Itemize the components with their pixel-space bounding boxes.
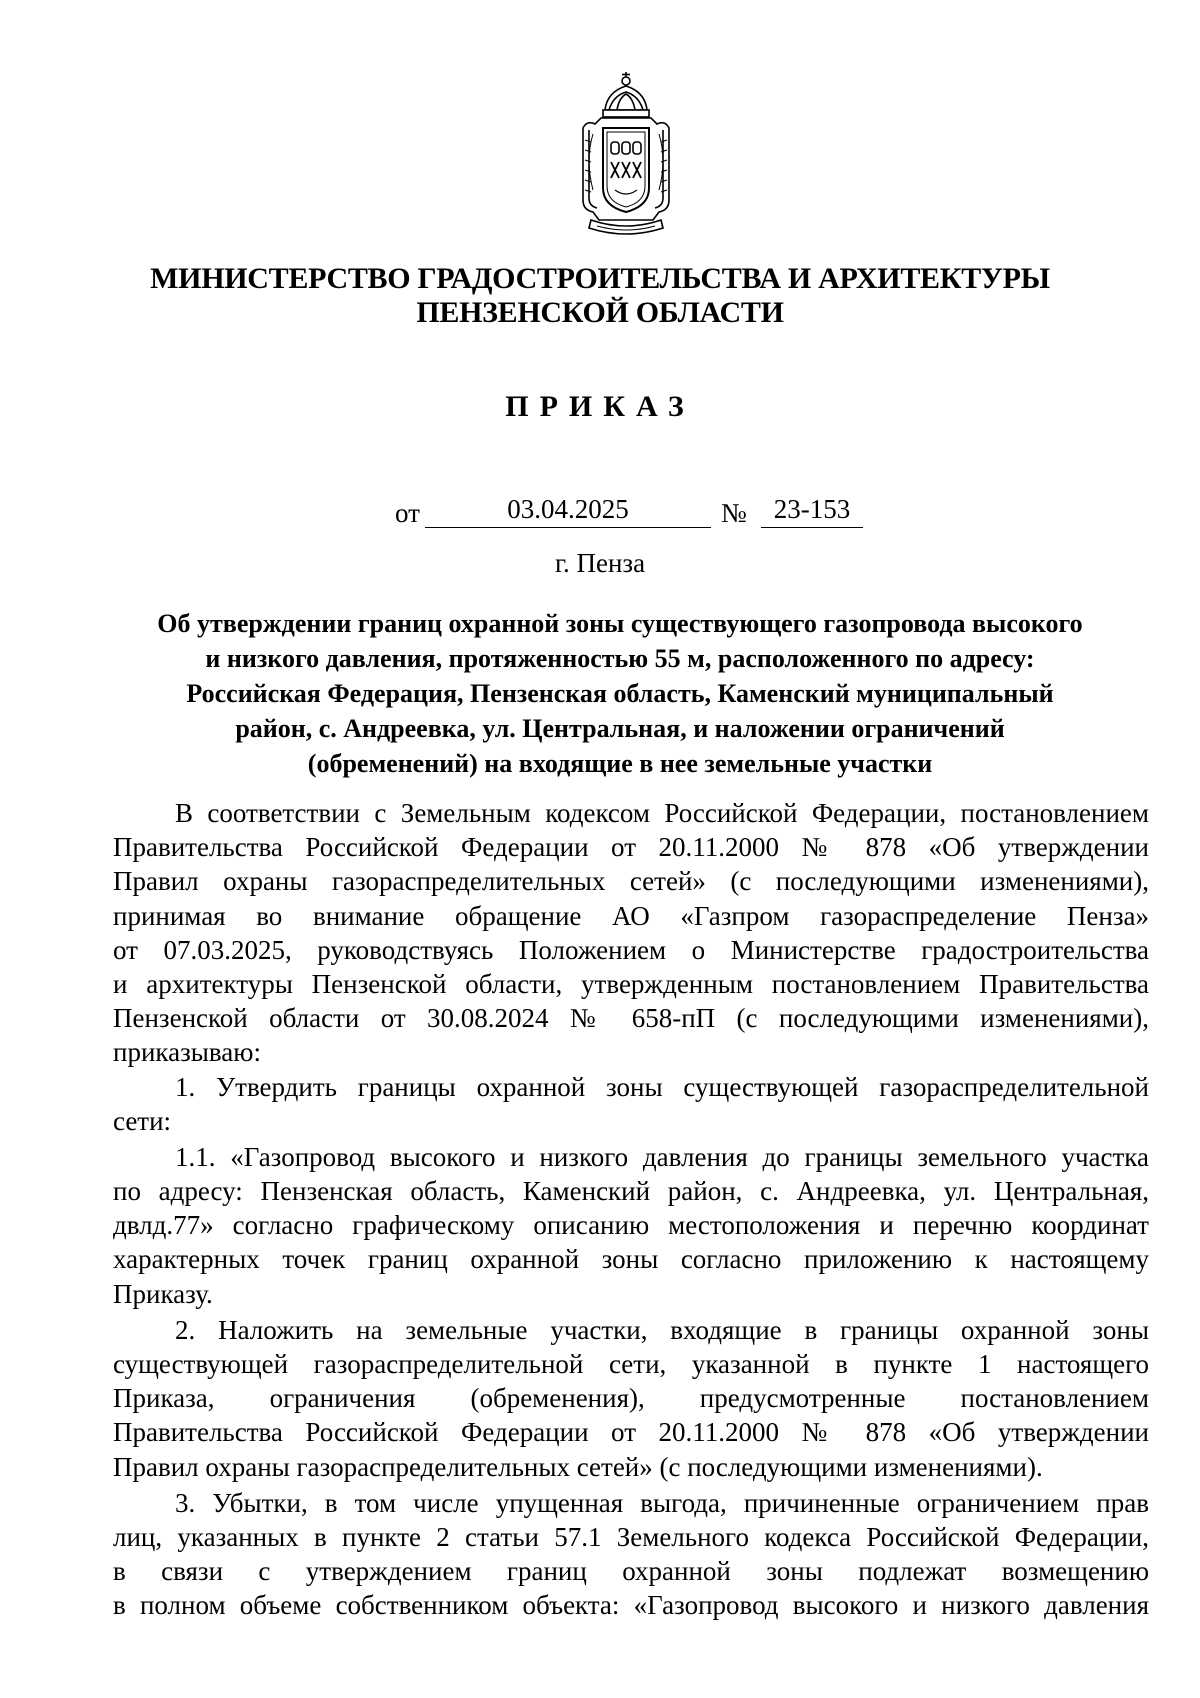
body-line: сети:	[113, 1105, 172, 1136]
coat-of-arms-icon	[571, 70, 681, 238]
order-number-field	[761, 496, 863, 528]
body-line: в связи с утверждением границ охранной зоны подлежат возмещению	[113, 1556, 1149, 1587]
order-date-field	[425, 496, 711, 528]
body-line: принимая во внимание обращение АО «Газпром газораспределение Пенза»	[113, 900, 1149, 931]
subject-line: район, с. Андреевка, ул. Центральная, и наложении ограничений	[235, 714, 1005, 743]
body-line: Пензенской области от 30.08.2024 № 658-пП (с последующими изменениями),	[113, 1003, 1149, 1034]
body-line: 2. Наложить на земельные участки, входящие в границы охранной зоны	[175, 1314, 1149, 1345]
ministry-name-line-2: ПЕНЗЕНСКОЙ ОБЛАСТИ	[416, 296, 784, 329]
body-line: 1.1. «Газопровод высокого и низкого давления до границы земельного участка	[175, 1141, 1149, 1172]
body-line: двлд.77» согласно графическому описанию местоположения и перечню координат	[113, 1210, 1149, 1241]
body-line: Правил охраны газораспределительных сетей» (с последующими изменениями).	[113, 1451, 1043, 1482]
body-line: лиц, указанных в пункте 2 статьи 57.1 Земельного кодекса Российской Федерации,	[113, 1521, 1149, 1552]
order-body	[113, 796, 1149, 1623]
body-line: Приказу.	[113, 1278, 213, 1309]
order-title: ПРИКАЗ	[505, 390, 695, 423]
subject-line: и низкого давления, протяженностью 55 м, расположенного по адресу:	[205, 644, 1035, 673]
body-line: 1. Утвердить границы охранной зоны существующей газораспределительной	[175, 1071, 1149, 1102]
body-line: и архитектуры Пензенской области, утвержденным постановлением Правительства	[113, 968, 1149, 999]
item-2-paragraph	[113, 1313, 1149, 1484]
body-line: Приказа, ограничения (обременения), предусмотренные постановлением	[113, 1383, 1149, 1414]
ministry-name-line-1: МИНИСТЕРСТВО ГРАДОСТРОИТЕЛЬСТВА И АРХИТЕКТУРЫ	[150, 262, 1050, 295]
item-3-paragraph	[113, 1486, 1149, 1623]
number-label: №	[721, 498, 747, 528]
order-subject	[110, 606, 1130, 781]
body-line: Правительства Российской Федерации от 20.11.2000 № 878 «Об утверждении	[113, 1417, 1149, 1448]
item-1-paragraph	[113, 1070, 1149, 1138]
body-line: приказываю:	[113, 1037, 261, 1068]
ministry-name	[100, 262, 1100, 330]
item-1-1-paragraph	[113, 1140, 1149, 1311]
date-label: от	[395, 498, 420, 528]
subject-line: Российская Федерация, Пензенская область, Каменский муниципальный	[186, 679, 1054, 708]
order-date: 03.04.2025	[507, 494, 629, 524]
order-city: г. Пенза	[554, 548, 646, 578]
body-line: характерных точек границ охранной зоны согласно приложению к настоящему	[113, 1244, 1149, 1275]
body-line: Правил охраны газораспределительных сетей» (с последующими изменениями),	[113, 866, 1149, 897]
subject-line: (обременений) на входящие в нее земельные участки	[307, 749, 933, 778]
preamble-paragraph	[113, 796, 1149, 1070]
body-line: по адресу: Пензенская область, Каменский район, с. Андреевка, ул. Центральная,	[113, 1176, 1149, 1207]
order-number: 23-153	[773, 494, 851, 524]
subject-line: Об утверждении границ охранной зоны существующего газопровода высокого	[157, 609, 1083, 638]
body-line: Правительства Российской Федерации от 20.11.2000 № 878 «Об утверждении	[113, 832, 1149, 863]
body-line: в полном объеме собственником объекта: «Газопровод высокого и низкого давления	[113, 1590, 1149, 1621]
body-line: от 07.03.2025, руководствуясь Положением о Министерстве градостроительства	[113, 934, 1149, 965]
body-line: 3. Убытки, в том числе упущенная выгода, причиненные ограничением прав	[175, 1487, 1149, 1518]
body-line: существующей газораспределительной сети, указанной в пункте 1 настоящего	[113, 1349, 1149, 1379]
body-line: В соответствии с Земельным кодексом Российской Федерации, постановлением	[175, 798, 1149, 828]
